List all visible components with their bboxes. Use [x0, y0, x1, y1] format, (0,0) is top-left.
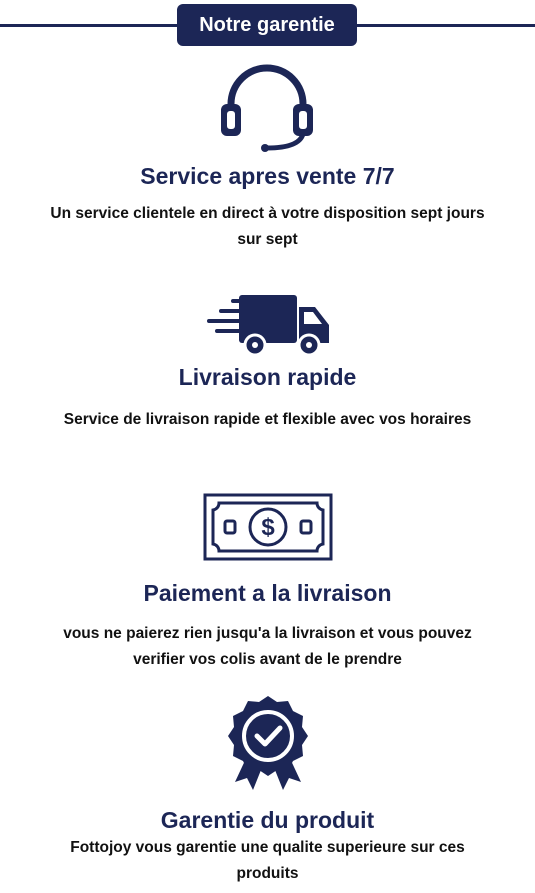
feature-desc-delivery: Service de livraison rapide et flexible avec vos horaires [63, 411, 472, 428]
headset-icon [219, 62, 315, 154]
feature-desc-service: Un service clientele en direct à votre disposition sept jours sur sept [50, 205, 485, 248]
quality-badge-icon [223, 694, 313, 792]
banknote-dollar-icon [203, 493, 333, 561]
section-title-badge: Notre garentie [177, 4, 357, 46]
svg-text:$: $ [261, 514, 275, 541]
delivery-truck-icon [203, 293, 331, 359]
feature-desc-warranty: Fottojoy vous garentie une qualite superieure sur ces produits [70, 839, 465, 882]
feature-title-payment: Paiement a la livraison [143, 580, 392, 606]
feature-title-delivery: Livraison rapide [178, 364, 357, 390]
feature-title-warranty: Garentie du produit [160, 807, 375, 833]
feature-desc-payment: vous ne paierez rien jusqu'a la livraison et vous pouvez verifier vos colis avant de le prendre [63, 625, 472, 668]
feature-title-service: Service apres vente 7/7 [140, 163, 395, 189]
